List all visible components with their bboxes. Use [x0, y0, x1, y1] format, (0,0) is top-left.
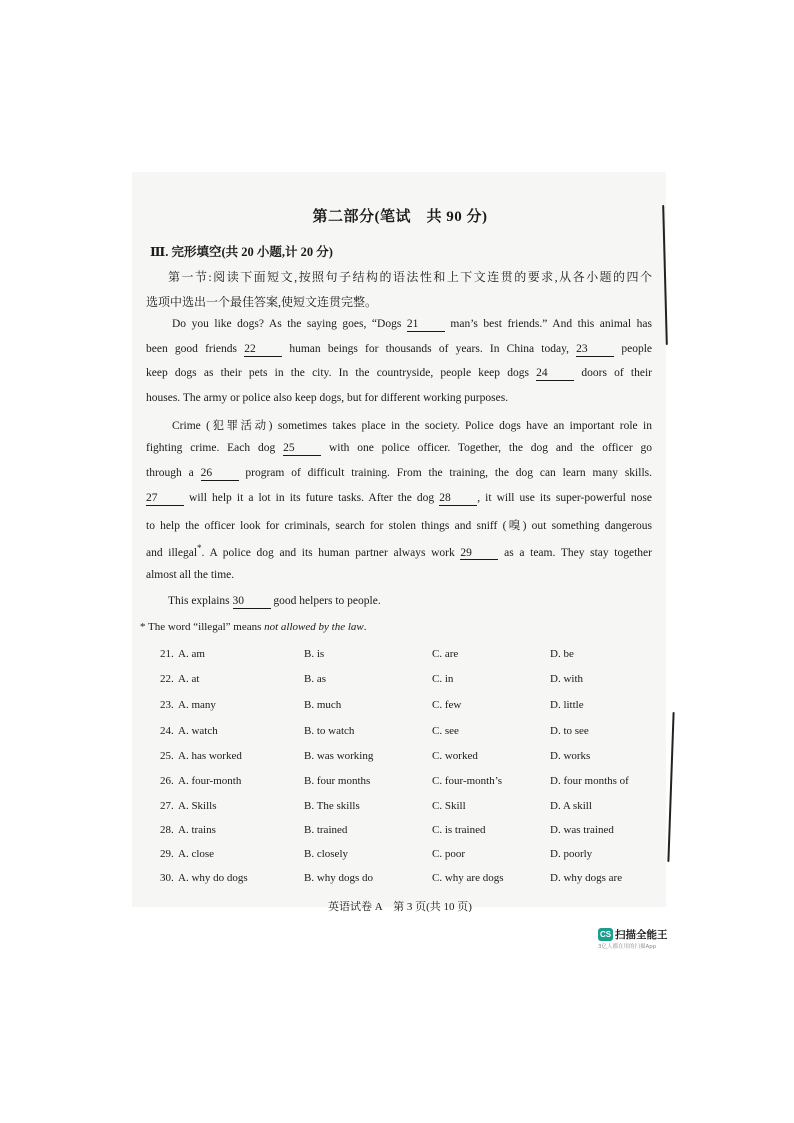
question-27: 27. A. Skills B. The skills C. Skill D. A skill: [160, 800, 592, 812]
instructions-line-2: 选项中选出一个最佳答案,使短文连贯完整。: [146, 295, 378, 309]
passage-line: Do you like dogs? As the saying goes, “Dogs 21 man’s best friends.” And this animal has: [172, 318, 652, 330]
blank-27: 27: [146, 492, 184, 506]
question-24: 24. A. watch B. to watch C. see D. to see: [160, 725, 589, 737]
scan-edge-line-bottom: [667, 712, 674, 862]
question-26: 26. A. four-month B. four months C. four-month’s D. four months of: [160, 775, 629, 787]
passage-line: fighting crime. Each dog 25 with one police officer. Together, the dog and the officer go: [146, 442, 653, 454]
scanner-name: 扫描全能王: [615, 928, 668, 941]
passage-line: almost all the time.: [146, 569, 235, 581]
passage-line: This explains 30 good helpers to people.: [168, 595, 381, 607]
footnote: * The word “illegal” means not allowed by the law.: [140, 621, 367, 633]
blank-25: 25: [283, 442, 321, 456]
passage-line: through a 26 program of difficult training. From the training, the dog can learn many skills.: [146, 467, 652, 479]
blank-23: 23: [576, 343, 614, 357]
question-25: 25. A. has worked B. was working C. worked D. works: [160, 750, 591, 762]
camscanner-icon: CS: [599, 929, 612, 939]
passage-line: houses. The army or police also keep dogs, but for different working purposes.: [146, 392, 509, 404]
section-heading: Ⅲ. 完形填空(共 20 小题,计 20 分): [150, 245, 333, 259]
scanner-logo: [598, 925, 668, 943]
passage-line: and illegal*. A police dog and its human partner always work 29 as a team. They stay together: [146, 543, 652, 559]
page-title: 第二部分(笔试 共 90 分): [312, 209, 488, 225]
instructions-line-1: 第一节:阅读下面短文,按照句子结构的语法性和上下文连贯的要求,从各小题的四个: [168, 270, 652, 284]
passage-line: been good friends 22 human beings for thousands of years. In China today, 23 people: [146, 343, 652, 355]
question-29: 29. A. close B. closely C. poor D. poorly: [160, 848, 593, 860]
blank-30: 30: [233, 595, 271, 609]
page-footer: 英语试卷 A 第 3 页(共 10 页): [328, 901, 472, 913]
blank-22: 22: [244, 343, 282, 357]
scanner-tagline: 3亿人都在用的扫描App: [598, 944, 657, 950]
question-22: 22. A. at B. as C. in D. with: [160, 673, 583, 685]
question-30: 30. A. why do dogs B. why dogs do C. why are dogs D. why dogs are: [160, 872, 623, 884]
question-21: 21. A. am B. is C. are D. be: [160, 648, 574, 660]
blank-24: 24: [536, 367, 574, 381]
blank-29: 29: [460, 547, 498, 561]
passage-line: to help the officer look for criminals, search for stolen things and sniff (嗅) out something dangerous: [146, 520, 652, 532]
question-28: 28. A. trains B. trained C. is trained D. was trained: [160, 824, 614, 836]
passage-line: Crime (犯罪活动) sometimes takes place in the society. Police dogs have an important role in: [172, 420, 652, 432]
question-23: 23. A. many B. much C. few D. little: [160, 699, 584, 711]
passage-line: keep dogs as their pets in the city. In the countryside, people keep dogs 24 doors of their: [146, 367, 652, 379]
blank-26: 26: [201, 467, 239, 481]
passage-line: 27 will help it a lot in its future tasks. After the dog 28 , it will use its super-powerful nose: [146, 492, 652, 504]
blank-21: 21: [407, 318, 445, 332]
blank-28: 28: [439, 492, 477, 506]
